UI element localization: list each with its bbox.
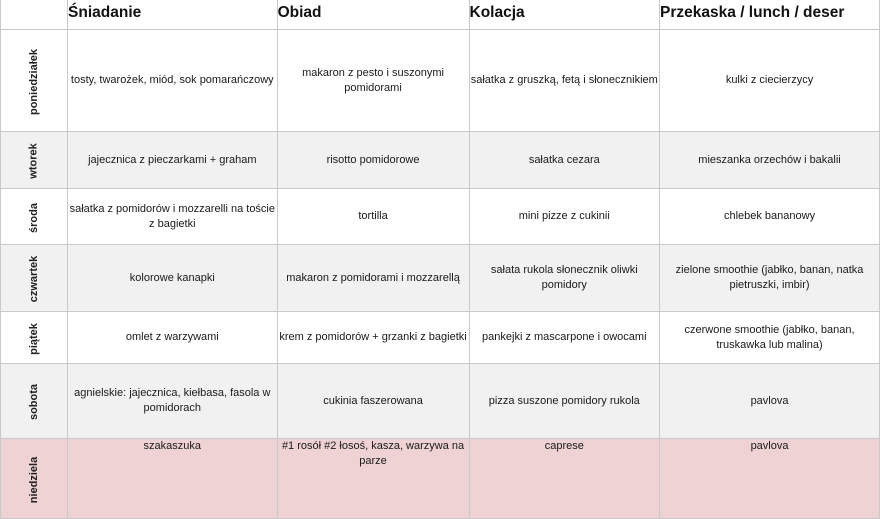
meal-cell[interactable]: zielone smoothie (jabłko, banan, natka pietruszki, imbir) (660, 245, 880, 312)
day-label: czwartek (28, 255, 41, 303)
meal-cell[interactable]: sałata rukola słonecznik oliwki pomidory (469, 245, 660, 312)
header-kolacja[interactable]: Kolacja (469, 0, 660, 30)
header-sniadanie[interactable]: Śniadanie (68, 0, 278, 30)
meal-cell[interactable]: sałatka z gruszką, fetą i słonecznikiem (469, 30, 660, 132)
meal-cell[interactable]: makaron z pomidorami i mozzarellą (277, 245, 469, 312)
day-cell[interactable] (1, 189, 68, 245)
day-label: środa (28, 202, 41, 233)
day-cell[interactable] (1, 245, 68, 312)
table-row-piatek (1, 312, 880, 364)
meal-cell[interactable]: krem z pomidorów + grzanki z bagietki (277, 312, 469, 364)
day-label: niedziela (28, 456, 41, 503)
meal-cell[interactable]: omlet z warzywami (68, 312, 278, 364)
meal-cell[interactable]: mini pizze z cukinii (469, 189, 660, 245)
table-row-poniedzialek (1, 30, 880, 132)
meal-cell[interactable]: pavlova (660, 364, 880, 439)
meal-cell[interactable]: pizza suszone pomidory rukola (469, 364, 660, 439)
table-row-czwartek (1, 245, 880, 312)
meal-cell[interactable]: risotto pomidorowe (277, 132, 469, 189)
day-cell[interactable] (1, 132, 68, 189)
day-label: piątek (28, 322, 41, 355)
day-cell[interactable] (1, 439, 68, 519)
meal-cell[interactable]: tortilla (277, 189, 469, 245)
meal-cell[interactable]: kulki z ciecierzycy (660, 30, 880, 132)
table-row-niedziela (1, 439, 880, 519)
corner-cell (1, 0, 68, 30)
meal-cell[interactable]: sałatka z pomidorów i mozzarelli na toście z bagietki (68, 189, 278, 245)
meal-cell[interactable]: makaron z pesto i suszonymi pomidorami (277, 30, 469, 132)
meal-cell[interactable]: chlebek bananowy (660, 189, 880, 245)
table-row-sobota (1, 364, 880, 439)
meal-cell[interactable]: pankejki z mascarpone i owocami (469, 312, 660, 364)
table-row-wtorek (1, 132, 880, 189)
meal-cell[interactable]: kolorowe kanapki (68, 245, 278, 312)
day-label: poniedziałek (28, 48, 41, 115)
meal-cell[interactable]: jajecznica z pieczarkami + graham (68, 132, 278, 189)
table-row-sroda (1, 189, 880, 245)
header-przekaska[interactable]: Przekaska / lunch / deser (660, 0, 880, 30)
header-obiad[interactable]: Obiad (277, 0, 469, 30)
header-row (1, 0, 880, 30)
meal-cell[interactable]: #1 rosół #2 łosoś, kasza, warzywa na parze (277, 439, 469, 519)
day-label: sobota (28, 383, 41, 421)
day-cell[interactable] (1, 30, 68, 132)
meal-cell[interactable]: agnielskie: jajecznica, kiełbasa, fasola w pomidorach (68, 364, 278, 439)
day-cell[interactable] (1, 364, 68, 439)
day-cell[interactable] (1, 312, 68, 364)
meal-cell[interactable]: czerwone smoothie (jabłko, banan, truskawka lub malina) (660, 312, 880, 364)
meal-cell[interactable]: mieszanka orzechów i bakalii (660, 132, 880, 189)
meal-cell[interactable]: tosty, twarożek, miód, sok pomarańczowy (68, 30, 278, 132)
day-label: wtorek (28, 143, 41, 179)
meal-cell[interactable]: cukinia faszerowana (277, 364, 469, 439)
meal-cell[interactable]: pavlova (660, 439, 880, 519)
meal-cell[interactable]: sałatka cezara (469, 132, 660, 189)
meal-cell[interactable]: szakaszuka (68, 439, 278, 519)
meal-cell[interactable]: caprese (469, 439, 660, 519)
